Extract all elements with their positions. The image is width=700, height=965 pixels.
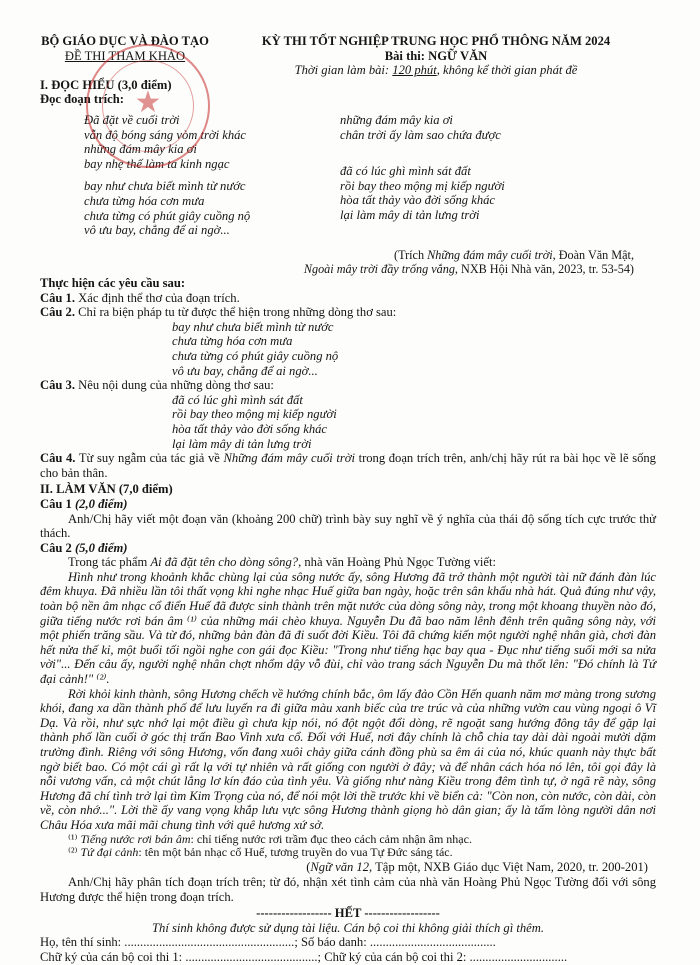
end-marker: ------------------ HẾT ------------------ bbox=[256, 906, 440, 921]
poem-line: rồi bay theo mộng mị kiếp người bbox=[340, 178, 505, 193]
question-points: (5,0 điểm) bbox=[71, 540, 128, 555]
citation-title: Những đám mây cuối trời bbox=[427, 247, 553, 262]
question-4 bbox=[40, 451, 656, 480]
question-text: Chỉ ra biện pháp tu từ được thể hiện trong những dòng thơ sau: bbox=[75, 305, 397, 320]
question-text: Từ suy ngẫm của tác giả về bbox=[75, 451, 224, 466]
poem-stanza bbox=[340, 113, 600, 142]
quoted-line: lại làm mây di tản lưng trời bbox=[172, 436, 312, 451]
citation-text: , NXB Hội Nhà văn, 2023, tr. 53-54) bbox=[454, 261, 634, 276]
poem-line: những đám mây kia ơi bbox=[340, 112, 453, 127]
excerpt-source bbox=[40, 860, 656, 875]
poem-column-2 bbox=[340, 113, 600, 246]
essay-2-heading bbox=[40, 541, 656, 556]
question-points: (2,0 điểm) bbox=[71, 496, 128, 511]
poem-citation bbox=[40, 248, 656, 276]
poem-line: lại làm mây di tản lưng trời bbox=[340, 207, 480, 222]
source-text: ( bbox=[306, 860, 311, 875]
footnote-2 bbox=[40, 846, 656, 860]
prose-excerpt-paragraph: Rời khỏi kinh thành, sông Hương chếch về hướng chính bắc, ôm lấy đảo Cồn Hến quanh năm mơ màng trong sương khói, đang xa dần thành phố để lưu luyến ra đi giữa màu xanh biếc của tre trúc và của những vườn cau vùng ngoại ô Vĩ Dạ. Và rồi, như sực nhớ lại một điều gì chưa kịp nói, nó đột ngột đổi dòng, rẽ ngoặt sang hướng đông tây để gặp lại thành phố lần cuối ở góc thị trấn Bao Vinh xưa cổ. Đối với Huế, nơi đây chính là chỗ chia tay dài dài ngoài mười dặm trường đình. Riêng với sông Hương, vốn đang xuôi chảy giữa cánh đồng phù sa êm ái của nó, khúc quanh này thực bất ngờ biết bao. Có một cái gì rất lạ với tự nhiên và rất giống con người ở đây; và để nhân cách hóa nó lên, tôi gọi đây là nỗi vương vấn, cả một chút lẳng lơ kín đáo của tình yêu. Và giống như nàng Kiều trong đêm tình tự, ở ngã rẽ này, sông Hương đã chí tình trở lại tìm Kim Trọng của nó, để nói một lời thề trước khi về biển cả: "Còn non, còn nước, còn dài, còn về, còn nhớ...". Lời thề ấy vang vọng khắp lưu vực sông Hương thành giọng hò dân gian; ấy là tấm lòng người dân nơi Châu Hóa xưa mãi mãi chung tình với quê hương xứ sở. bbox=[40, 686, 657, 832]
exam-type: ĐỀ THI THAM KHẢO bbox=[64, 48, 186, 63]
poem-line: vẫn độ bóng sáng vòm trời khác bbox=[84, 127, 247, 142]
question-3 bbox=[40, 378, 656, 393]
proctor-signature-field: Chữ ký của cán bộ coi thi 1: ..........................................; Chữ ký của cán bộ coi thi 2: ............................... bbox=[40, 949, 568, 964]
official-stamp bbox=[86, 44, 210, 168]
essay-2-intro bbox=[40, 555, 656, 570]
question-label: Câu 2. bbox=[40, 305, 75, 320]
question-label: Câu 2 bbox=[40, 540, 72, 555]
poem-line: bay như chưa biết mình từ nước bbox=[84, 179, 246, 194]
part2-heading: II. LÀM VĂN (7,0 điểm) bbox=[40, 482, 173, 497]
citation-text: , Đoàn Văn Mật, bbox=[552, 247, 634, 262]
poem-line: vô ưu bay, chẳng để ai ngờ... bbox=[84, 223, 230, 238]
footnote-1 bbox=[40, 833, 656, 847]
question-1 bbox=[40, 291, 656, 306]
quoted-line: vô ưu bay, chẳng để ai ngờ... bbox=[172, 363, 318, 378]
quoted-line: bay như chưa biết mình từ nước bbox=[172, 319, 334, 334]
time-prefix: Thời gian làm bài: bbox=[294, 63, 393, 78]
quoted-line: rồi bay theo mộng mị kiếp người bbox=[172, 407, 337, 422]
question-2 bbox=[40, 305, 656, 320]
question-label: Câu 3. bbox=[40, 378, 75, 393]
footnote-text: : tên một bản nhạc cổ Huế, tương truyền do vua Tự Đức sáng tác. bbox=[138, 845, 453, 860]
quoted-line: chưa từng hóa cơn mưa bbox=[172, 334, 293, 349]
question-title-ref: Những đám mây cuối trời bbox=[223, 451, 355, 466]
candidate-note: Thí sinh không được sử dụng tài liệu. Cán bộ coi thi không giải thích gì thêm. bbox=[152, 920, 544, 935]
essay-1-heading bbox=[40, 497, 656, 512]
poem-line: đã có lúc ghì mình sát đất bbox=[340, 164, 471, 179]
question-label: Câu 1 bbox=[40, 496, 72, 511]
citation-text: (Trích bbox=[394, 247, 428, 262]
quoted-line: đã có lúc ghì mình sát đất bbox=[172, 392, 303, 407]
tasks-heading: Thực hiện các yêu cầu sau: bbox=[40, 276, 186, 290]
header-right bbox=[216, 34, 656, 78]
stamp-star-icon: ★ bbox=[134, 86, 162, 119]
question-label: Câu 4. bbox=[40, 451, 76, 466]
work-title: Ai đã đặt tên cho dòng sông? bbox=[150, 555, 299, 570]
poem-line: chân trời ấy làm sao chứa được bbox=[340, 127, 501, 142]
question-label: Câu 1. bbox=[40, 290, 75, 305]
poem-line: hòa tất thảy vào đời sống khác bbox=[340, 193, 496, 208]
question-text: trong đoạn trích trên, anh/chị hãy rút ra bài học về lẽ sống cho bản thân. bbox=[40, 451, 656, 480]
source-text: , Tập một, NXB Giáo dục Việt Nam, 2020, tr. 200-201) bbox=[369, 860, 648, 875]
footnote-term: Tứ đại cảnh bbox=[77, 845, 139, 860]
time-duration: 120 phút bbox=[392, 63, 437, 78]
part1-heading: I. ĐỌC HIỂU (3,0 điểm) bbox=[40, 77, 172, 92]
footnote-mark: ⁽¹⁾ bbox=[68, 831, 78, 846]
exam-title: KỲ THI TỐT NGHIỆP TRUNG HỌC PHỔ THÔNG NĂM 2024 bbox=[261, 34, 611, 48]
intro-text: , nhà văn Hoàng Phủ Ngọc Tường viết: bbox=[298, 555, 496, 570]
prose-excerpt-paragraph: Hình như trong khoảnh khắc chùng lại của sông nước ấy, sông Hương đã trở thành một người tài nữ đánh đàn lúc đêm khuya. Đã nhiều lần tôi thất vọng khi nghe nhạc Huế giữa ban ngày, hoặc trên sân khấu nhà hát. Quả đúng như vậy, toàn bộ nền âm nhạc cổ điển Huế đã được sinh thành trên mặt nước của dòng sông này, trong một khoang thuyền nào đó, giữa tiếng nước rơi bán âm ⁽¹⁾ của những mái chèo khuya. Nguyễn Du đã bao năm lênh đênh trên quãng sông này, với một phiến trăng sầu. Và từ đó, những bản đàn đã đi suốt đời Kiều. Tôi đã chứng kiến một người nghệ nhân già, chơi đàn hết nửa thế kỉ, một buổi tối ngồi nghe con gái đọc Kiều: "Trong như tiếng hạc bay qua - Đục như tiếng suối mới sa nửa vời"... Đến câu ấy, người nghệ nhân chợt nhổm dậy vỗ đùi, chỉ vào trang sách Nguyễn Du mà thốt lên: "Đó chính là Tứ đại cảnh!" ⁽²⁾. bbox=[40, 569, 656, 687]
poem-stanza bbox=[340, 164, 600, 222]
ministry-name: BỘ GIÁO DỤC VÀ ĐÀO TẠO bbox=[41, 34, 209, 48]
footnote-term: Tiếng nước rơi bán âm bbox=[77, 831, 191, 846]
essay-2-task: Anh/Chị hãy phân tích đoạn trích trên; từ đó, nhận xét tình cảm của nhà văn Hoàng Phủ Ngọc Tường đối với sông Hương được thể hiện trong đoạn trích. bbox=[40, 874, 656, 904]
poem-stanza bbox=[84, 179, 340, 237]
poem-line: chưa từng hóa cơn mưa bbox=[84, 193, 205, 208]
poem-line: những đám mây kia ơi bbox=[84, 142, 197, 157]
quoted-line: chưa từng có phút giây cuồng nộ bbox=[172, 348, 339, 363]
time-suffix: , không kể thời gian phát đề bbox=[436, 63, 578, 78]
poem-line: bay nhẹ thế làm ta kinh ngạc bbox=[84, 156, 230, 171]
footnote-mark: ⁽²⁾ bbox=[68, 845, 78, 860]
source-title: Ngữ văn 12 bbox=[310, 860, 370, 875]
subject-name: NGỮ VĂN bbox=[428, 48, 488, 63]
poem-line: Đã đặt về cuối trời bbox=[84, 112, 180, 127]
question-2-lines bbox=[40, 320, 656, 378]
question-text: Nêu nội dung của những dòng thơ sau: bbox=[75, 378, 274, 393]
question-text: Xác định thể thơ của đoạn trích. bbox=[75, 290, 240, 305]
essay-1-prompt: Anh/Chị hãy viết một đoạn văn (khoảng 200 chữ) trình bày suy nghĩ về ý nghĩa của thái độ sống tích cực trước thử thách. bbox=[40, 511, 656, 541]
question-3-lines bbox=[40, 393, 656, 451]
subject-label: Bài thi: bbox=[384, 48, 425, 63]
intro-text: Trong tác phẩm bbox=[68, 555, 151, 570]
candidate-name-field: Họ, tên thí sinh: ......................................................; Số báo danh: ........................................ bbox=[40, 935, 496, 950]
read-label: Đọc đoạn trích: bbox=[40, 92, 124, 107]
citation-book: Ngoài mây trời đầy trống vắng bbox=[303, 261, 455, 276]
quoted-line: hòa tất thảy vào đời sống khác bbox=[172, 421, 328, 436]
poem-line: chưa từng có phút giây cuồng nộ bbox=[84, 208, 251, 223]
footnote-text: : chỉ tiếng nước rơi trầm đục theo cách cảm nhận âm nhạc. bbox=[190, 831, 472, 846]
